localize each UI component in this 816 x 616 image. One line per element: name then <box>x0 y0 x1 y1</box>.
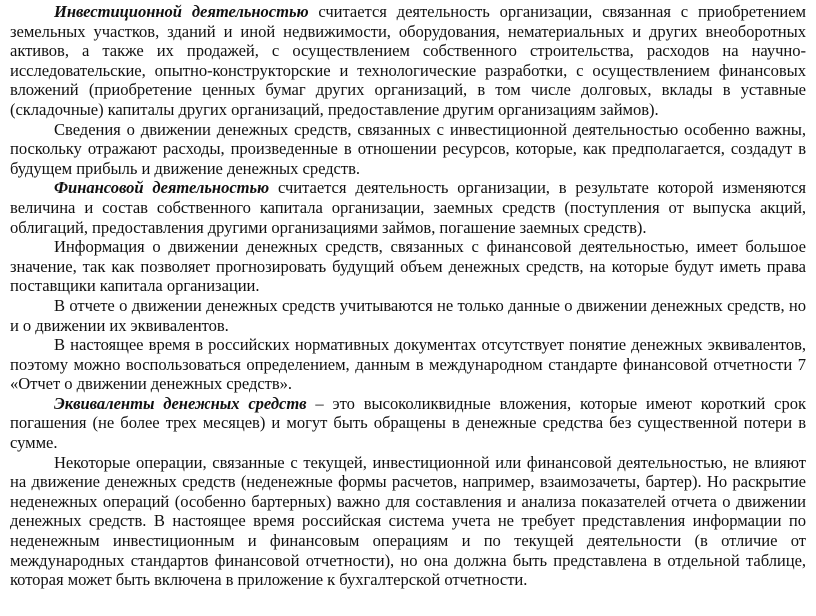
term-financing-activity: Финансовой деятельностью <box>54 178 270 198</box>
paragraph-text: В отчете о движении денежных средств учитываются не только данные о движении денежных средств, но и о движении их эквивалентов. <box>10 295 806 335</box>
paragraph-text: Информация о движении денежных средств, связанных с финансовой деятельностью, имеет большое значение, так как позволяет прогнозировать будущий объем денежных средств, на которые будут иметь права поставщики капитала организации. <box>10 237 806 296</box>
term-investing-activity: Инвестиционной деятельностью <box>54 2 309 21</box>
paragraph-financing-importance <box>10 237 806 296</box>
paragraph-text: Сведения о движении денежных средств, связанных с инвестиционной деятельностью особенно важны, поскольку отражают расходы, произведенные в отношении ресурсов, которые, как предполагается, создадут в будущем прибыль и движение денежных средств. <box>10 119 806 178</box>
paragraph-investing-importance <box>10 120 806 179</box>
paragraph-text: – это высоколиквидные вложения, которые имеют короткий срок погашения (не более трех месяцев) и могут быть обращены в денежные средства без существенной потери в сумме. <box>10 393 806 453</box>
paragraph-financing-activity <box>10 178 806 237</box>
paragraph-cash-equivalents <box>10 394 806 453</box>
paragraph-equivalents-intro <box>10 296 806 335</box>
paragraph-text: считается деятельность организации, связанная с приобретением земельных участков, зданий и иной недвижимости, оборудования, нематериальных и других внеоборотных активов, а также их продажей, с осуществлением собственного строительства, расходов на научно-исследовательские, опытно-конструкторские и технологические разработки, с осуществлением финансовых вложений (приобретение ценных бумаг других организаций, в том числе долговых, вклады в уставные (складочные) капиталы других организаций, предоставление другим организациям займов). <box>10 2 806 119</box>
paragraph-non-cash-operations <box>10 453 806 590</box>
paragraph-text: Некоторые операции, связанные с текущей, инвестиционной или финансовой деятельностью, не влияют на движение денежных средств (неденежные формы расчетов, например, взаимозачеты, бартер). Но раскрытие неденежных операций (особенно бартерных) важно для составления и анализа показателей отчета о движении денежных средств. В настоящее время российская система учета не требует представления информации по неденежным инвестиционным и финансовым операциям и по текущей деятельности (в отличие от международных стандартов финансовой отчетности), но она должна быть представлена в отдельной таблице, которая может быть включена в приложение к бухгалтерской отчетности. <box>10 452 806 590</box>
paragraph-investing-activity <box>10 2 806 120</box>
paragraph-text: В настоящее время в российских нормативных документах отсутствует понятие денежных эквивалентов, поэтому можно воспользоваться определением, данным в международном стандарте финансовой отчетности 7 «Отчет о движении денежных средств». <box>10 335 806 394</box>
term-cash-equivalents: Эквиваленты денежных средств <box>54 393 307 413</box>
paragraph-text: считается деятельность организации, в результате которой изменяются величина и состав собственного капитала организации, заемных средств (поступления от выпуска акций, облигаций, предоставления другими организациями займов, погашение заемных средств). <box>10 178 806 237</box>
paragraph-russian-regulations <box>10 335 806 394</box>
